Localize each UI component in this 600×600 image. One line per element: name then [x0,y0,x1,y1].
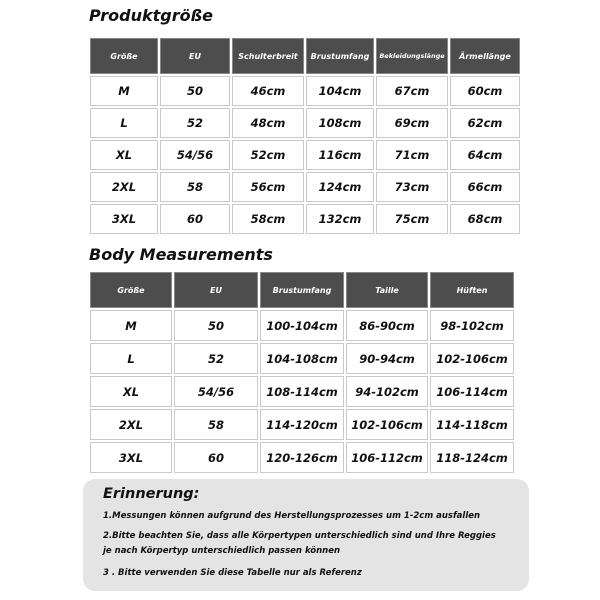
column-header: Brustumfang [260,272,344,308]
table-cell: 60 [174,442,258,473]
table-row [90,172,520,202]
table-cell: 3XL [90,442,172,473]
table-cell: 52cm [232,140,304,170]
table-cell: 67cm [376,76,448,106]
table-row [90,204,520,234]
table-cell: 104-108cm [260,343,344,374]
table-cell: 71cm [376,140,448,170]
table-cell: 58cm [232,204,304,234]
product-size-header-row [90,38,520,74]
table-cell: 108-114cm [260,376,344,407]
table-cell: 118-124cm [430,442,514,473]
table-cell: 108cm [306,108,374,138]
table-row [90,442,514,473]
table-cell: 62cm [450,108,520,138]
product-size-title: Produktgröße [89,6,213,25]
table-cell: 56cm [232,172,304,202]
table-cell: 66cm [450,172,520,202]
table-cell: 104cm [306,76,374,106]
table-row [90,310,514,341]
table-cell: 58 [160,172,230,202]
table-row [90,343,514,374]
column-header: Größe [90,272,172,308]
table-cell: 114-120cm [260,409,344,440]
table-row [90,376,514,407]
table-cell: 54/56 [174,376,258,407]
table-cell: 60cm [450,76,520,106]
table-cell: 52 [160,108,230,138]
table-cell: 60 [160,204,230,234]
table-cell: 114-118cm [430,409,514,440]
table-cell: 50 [160,76,230,106]
table-cell: 106-114cm [430,376,514,407]
table-cell: M [90,310,172,341]
table-cell: 102-106cm [346,409,428,440]
column-header: Brustumfang [306,38,374,74]
table-cell: 90-94cm [346,343,428,374]
table-cell: XL [90,140,158,170]
column-header: EU [174,272,258,308]
table-cell: 3XL [90,204,158,234]
table-cell: 52 [174,343,258,374]
table-cell: L [90,343,172,374]
table-cell: 68cm [450,204,520,234]
column-header: Größe [90,38,158,74]
product-size-table [88,36,522,236]
table-cell: 75cm [376,204,448,234]
table-cell: 2XL [90,172,158,202]
table-cell: XL [90,376,172,407]
table-cell: 54/56 [160,140,230,170]
table-cell: 124cm [306,172,374,202]
reminder-title: Erinnerung: [103,486,200,502]
body-measurements-title: Body Measurements [89,245,273,264]
table-cell: 100-104cm [260,310,344,341]
table-row [90,409,514,440]
column-header: Hüften [430,272,514,308]
table-cell: 73cm [376,172,448,202]
table-cell: 50 [174,310,258,341]
reminder-line-1: 1.Messungen können aufgrund des Herstellungsprozesses um 1-2cm ausfallen [103,511,481,521]
column-header: Ärmellänge [450,38,520,74]
reminder-line-4: 3 . Bitte verwenden Sie diese Tabelle nur als Referenz [103,568,362,578]
reminder-line-3: je nach Körpertyp unterschiedlich passen können [103,546,341,556]
table-cell: L [90,108,158,138]
table-cell: 86-90cm [346,310,428,341]
body-measurements-header-row [90,272,514,308]
table-row [90,140,520,170]
table-cell: 116cm [306,140,374,170]
column-header: Taille [346,272,428,308]
column-header: EU [160,38,230,74]
table-cell: 106-112cm [346,442,428,473]
table-row [90,76,520,106]
body-measurements-table [88,270,516,475]
table-cell: 120-126cm [260,442,344,473]
table-cell: 102-106cm [430,343,514,374]
table-cell: 69cm [376,108,448,138]
column-header: Schulterbreit [232,38,304,74]
table-cell: 2XL [90,409,172,440]
table-cell: 132cm [306,204,374,234]
table-cell: 64cm [450,140,520,170]
reminder-box [83,479,529,591]
table-cell: 48cm [232,108,304,138]
reminder-line-2: 2.Bitte beachten Sie, dass alle Körpertypen unterschiedlich sind und Ihre Reggies [103,531,496,541]
table-cell: 58 [174,409,258,440]
table-cell: 94-102cm [346,376,428,407]
table-row [90,108,520,138]
table-cell: 46cm [232,76,304,106]
table-cell: M [90,76,158,106]
column-header: Bekleidungslänge [376,38,448,74]
table-cell: 98-102cm [430,310,514,341]
